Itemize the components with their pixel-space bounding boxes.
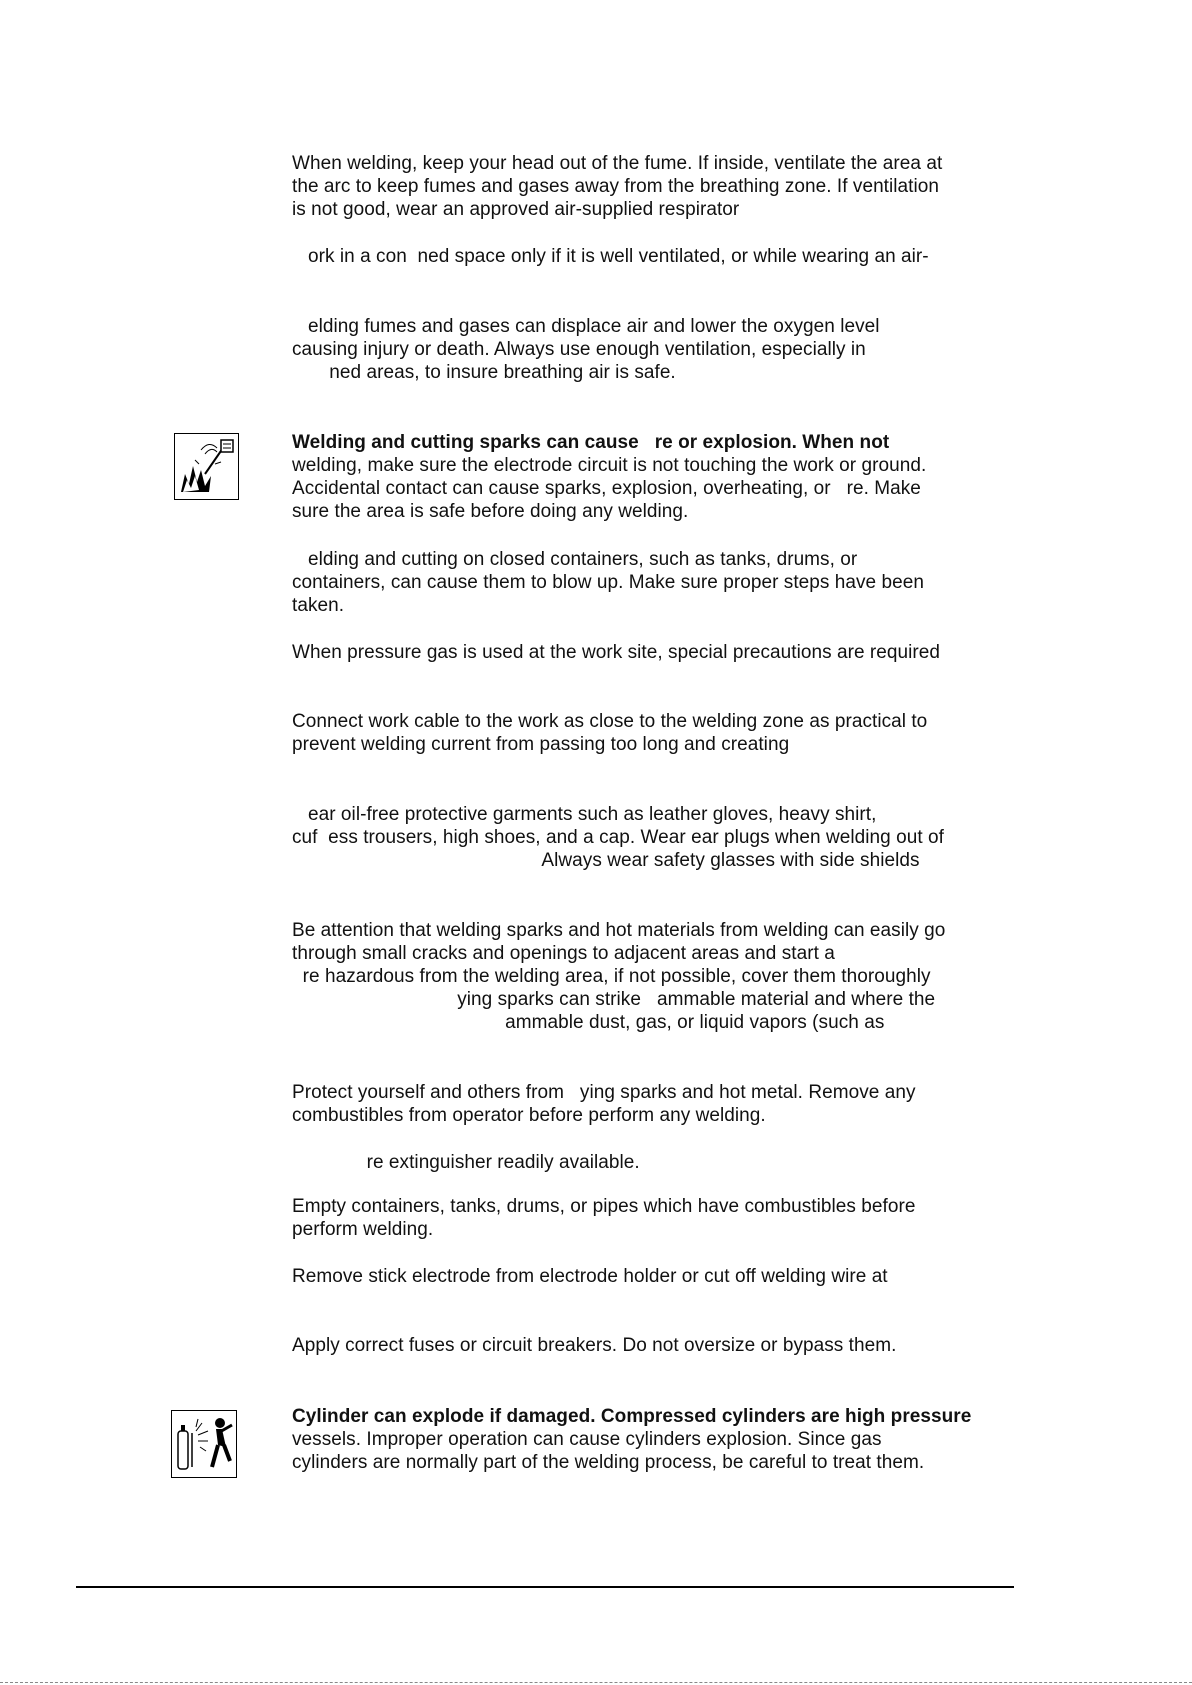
text-line: re extinguisher readily available. <box>292 1152 640 1173</box>
text-line: Empty containers, tanks, drums, or pipes which have combustibles before <box>292 1196 916 1217</box>
text-line: Always wear safety glasses with side shields <box>292 850 920 871</box>
text-line: Connect work cable to the work as close to the welding zone as practical to <box>292 711 928 732</box>
text-line: cylinders are normally part of the welding process, be careful to treat them. <box>292 1452 925 1473</box>
cylinder-explosion-icon <box>171 1410 237 1478</box>
text-line: prevent welding current from passing too long and creating <box>292 734 790 755</box>
text-line: elding and cutting on closed containers, such as tanks, drums, or <box>292 549 858 570</box>
text-line: When pressure gas is used at the work site, special precautions are required <box>292 642 941 663</box>
text-line: Accidental contact can cause sparks, explosion, overheating, or re. Make <box>292 478 921 499</box>
text-line: through small cracks and openings to adjacent areas and start a <box>292 943 835 964</box>
text-line: vessels. Improper operation can cause cylinders explosion. Since gas <box>292 1429 882 1450</box>
text-line: combustibles from operator before perform any welding. <box>292 1105 766 1126</box>
text-line: Be attention that welding sparks and hot materials from welding can easily go <box>292 920 946 941</box>
text-line: the arc to keep fumes and gases away from the breathing zone. If ventilation <box>292 176 940 197</box>
text-line: Protect yourself and others from ying sparks and hot metal. Remove any <box>292 1082 916 1103</box>
text-line: ammable dust, gas, or liquid vapors (such as <box>292 1012 885 1033</box>
text-line: When welding, keep your head out of the fume. If inside, ventilate the area at <box>292 153 943 174</box>
text-line: is not good, wear an approved air-supplied respirator <box>292 199 740 220</box>
text-line: elding fumes and gases can displace air and lower the oxygen level <box>292 316 880 337</box>
page-edge-dashes <box>0 1682 1192 1683</box>
text-line: ear oil-free protective garments such as leather gloves, heavy shirt, <box>292 804 877 825</box>
text-line: re hazardous from the welding area, if not possible, cover them thoroughly <box>292 966 931 987</box>
text-line: ork in a con ned space only if it is well ventilated, or while wearing an air- <box>292 246 929 267</box>
text-line: ned areas, to insure breathing air is safe. <box>292 362 676 383</box>
text-line: ying sparks can strike ammable material and where the <box>292 989 936 1010</box>
fire-explosion-icon <box>174 433 239 500</box>
text-line: Remove stick electrode from electrode holder or cut off welding wire at <box>292 1266 888 1287</box>
text-line: sure the area is safe before doing any welding. <box>292 501 689 522</box>
text-line: Apply correct fuses or circuit breakers. Do not oversize or bypass them. <box>292 1335 897 1356</box>
text-line: perform welding. <box>292 1219 434 1240</box>
text-line: taken. <box>292 595 345 616</box>
text-line: cuf ess trousers, high shoes, and a cap. Wear ear plugs when welding out of <box>292 827 944 848</box>
text-line: containers, can cause them to blow up. Make sure proper steps have been <box>292 572 924 593</box>
text-line: welding, make sure the electrode circuit is not touching the work or ground. <box>292 455 927 476</box>
section-heading: Cylinder can explode if damaged. Compressed cylinders are high pressure <box>292 1406 972 1427</box>
footer-rule <box>76 1586 1014 1588</box>
section-heading: Welding and cutting sparks can cause re or explosion. When not <box>292 432 890 453</box>
text-line: causing injury or death. Always use enough ventilation, especially in <box>292 339 866 360</box>
